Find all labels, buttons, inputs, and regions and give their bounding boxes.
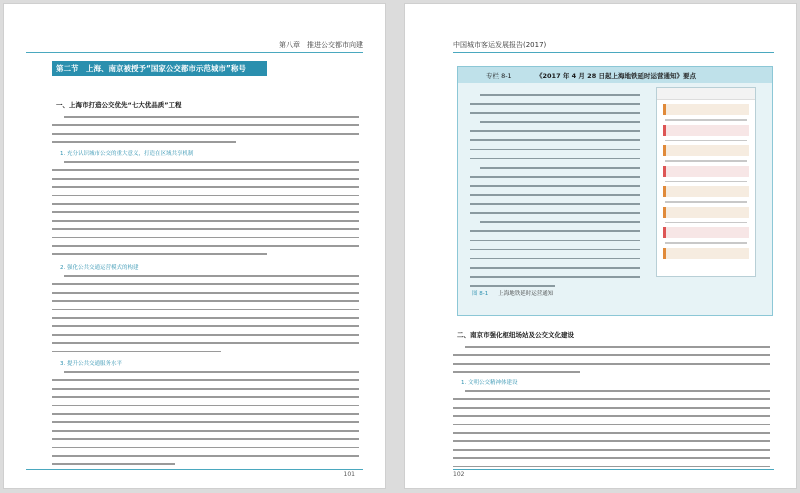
body-text: [52, 161, 359, 262]
right-page: [404, 3, 797, 489]
header-rule: [453, 52, 774, 53]
minor-heading: 1. 文明公交精神体建设: [461, 380, 518, 386]
page-number: 101: [343, 471, 355, 478]
minor-heading: 3. 提升公共交通服务水平: [60, 361, 122, 367]
figure-number: 图 8-1: [472, 291, 489, 297]
box-body-text: [470, 94, 640, 294]
figure-caption: [472, 289, 553, 297]
notice-screenshot-figure: [656, 87, 756, 277]
box-title: 《2017 年 4 月 28 日起上海地铁延时运营通知》要点: [536, 72, 696, 80]
subsection-title: 二、南京市强化枢纽场站及公交文化建设: [457, 331, 574, 339]
body-text: [52, 371, 359, 472]
subsection-title: 一、上海市打造公交优先“七大优品质”工程: [56, 101, 182, 109]
figure-caption-text: 上海地铁延时运营通知: [498, 291, 554, 297]
body-text: [453, 346, 770, 380]
running-head: 中国城市客运发展报告(2017): [453, 41, 547, 49]
footer-rule: [26, 469, 363, 470]
topic-box: [457, 66, 773, 316]
body-text: [453, 390, 770, 474]
section-title: 第二节 上海、南京被授予“国家公交都市示范城市”称号: [52, 61, 267, 76]
box-label: 专栏 8-1: [486, 72, 512, 80]
body-text: [52, 275, 359, 359]
footer-rule: [453, 469, 774, 470]
minor-heading: 1. 充分认识城市公交的重大意义，打造在区域共享机制: [60, 151, 194, 157]
body-text: [52, 116, 359, 150]
page-number: 102: [453, 471, 465, 478]
left-page: [3, 3, 386, 489]
minor-heading: 2. 强化公共交通运营模式的构建: [60, 265, 139, 271]
header-rule: [26, 52, 363, 53]
running-head: 第八章 推进公交都市向建: [279, 41, 363, 49]
